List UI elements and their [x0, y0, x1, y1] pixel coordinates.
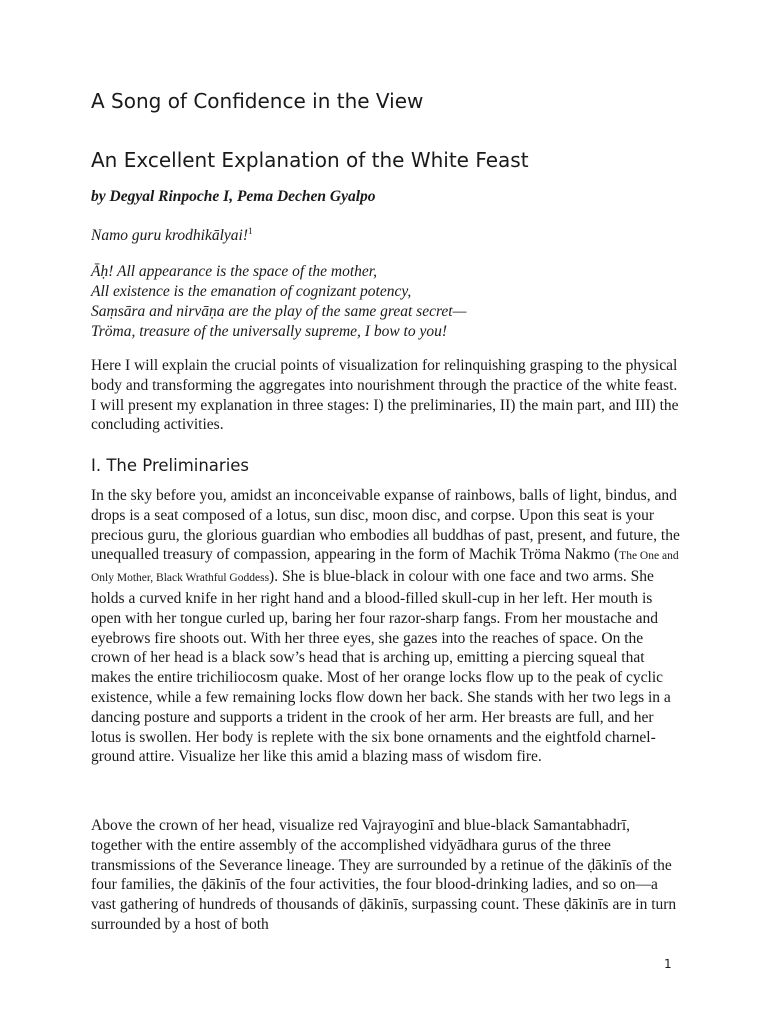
homage-text: Namo guru krodhikālyai!	[91, 227, 248, 245]
paragraph-text: In the sky before you, amidst an inconceivable expanse of rainbows, balls of light, bindus, and drops is a seat composed of a lotus, sun disc, moon disc, and corpse. Upon this seat is your precious guru, the glorious guardian who embodies all buddhas of past, present, and future, the unequalled treasury of compassion, appearing in the form of Machik Tröma Nakmo (	[91, 487, 680, 564]
paragraph-gloss: The One and Only Mother, Black Wrathful Goddess	[91, 550, 679, 585]
author-line: by Degyal Rinpoche I, Pema Dechen Gyalpo	[91, 188, 376, 205]
body-paragraph: Above the crown of her head, visualize red Vajrayoginī and blue-black Samantabhadrī, together with the entire assembly of the accomplished vidyādhara gurus of the three transmissions of the Severance lineage. They are surrounded by a retinue of the ḍākinīs of the four families, the ḍākinīs of the four activities, the four blood-drinking ladies, and so on—a vast gathering of hundreds of thousands of ḍākinīs, surpassing count. These ḍākinīs are in turn surrounded by a host of both	[91, 817, 677, 933]
document-subtitle: An Excellent Explanation of the White Feast	[91, 148, 529, 172]
verse-line: Saṃsāra and nirvāṇa are the play of the same great secret—	[91, 303, 467, 320]
verse-line: Āḥ! All appearance is the space of the mother,	[91, 263, 377, 280]
document-title: A Song of Confidence in the View	[91, 89, 424, 113]
homage-line	[91, 226, 253, 245]
section-heading: I. The Preliminaries	[91, 456, 250, 475]
paragraph-text: ). She is blue-black in colour with one face and two arms. She holds a curved knife in her right hand and a blood-filled skull-cup in her left. Her mouth is open with her tongue curled up, baring her four razor-sharp fangs. From her moustache and eyebrows fire shoots out. With her three eyes, she gazes into the reaches of space. On the crown of her head is a black sow’s head that is arching up, emitting a piercing squeal that makes the entire trichiliocosm quake. Most of her orange locks flow up to the peak of cyclic existence, while a few remaining locks flow down her back. She stands with her two legs in a dancing posture and supports a trident in the crook of her arm. Her breasts are full, and her lotus is swollen. Her body is replete with the six bone ornaments and the eightfold charnel-ground attire. Visualize her like this amid a blazing mass of wisdom fire.	[91, 568, 671, 766]
footnote-marker[interactable]: 1	[248, 226, 253, 236]
intro-paragraph: Here I will explain the crucial points of visualization for relinquishing grasping to the physical body and transforming the aggregates into nourishment through the practice of the white feast. I will present my explanation in three stages: I) the preliminaries, II) the main part, and III) the concluding activities.	[91, 357, 679, 434]
verse-block	[91, 262, 466, 342]
verse-line: Tröma, treasure of the universally supreme, I bow to you!	[91, 323, 448, 340]
verse-line: All existence is the emanation of cognizant potency,	[91, 283, 412, 300]
page-number: 1	[664, 957, 672, 971]
body-paragraph	[91, 486, 681, 767]
